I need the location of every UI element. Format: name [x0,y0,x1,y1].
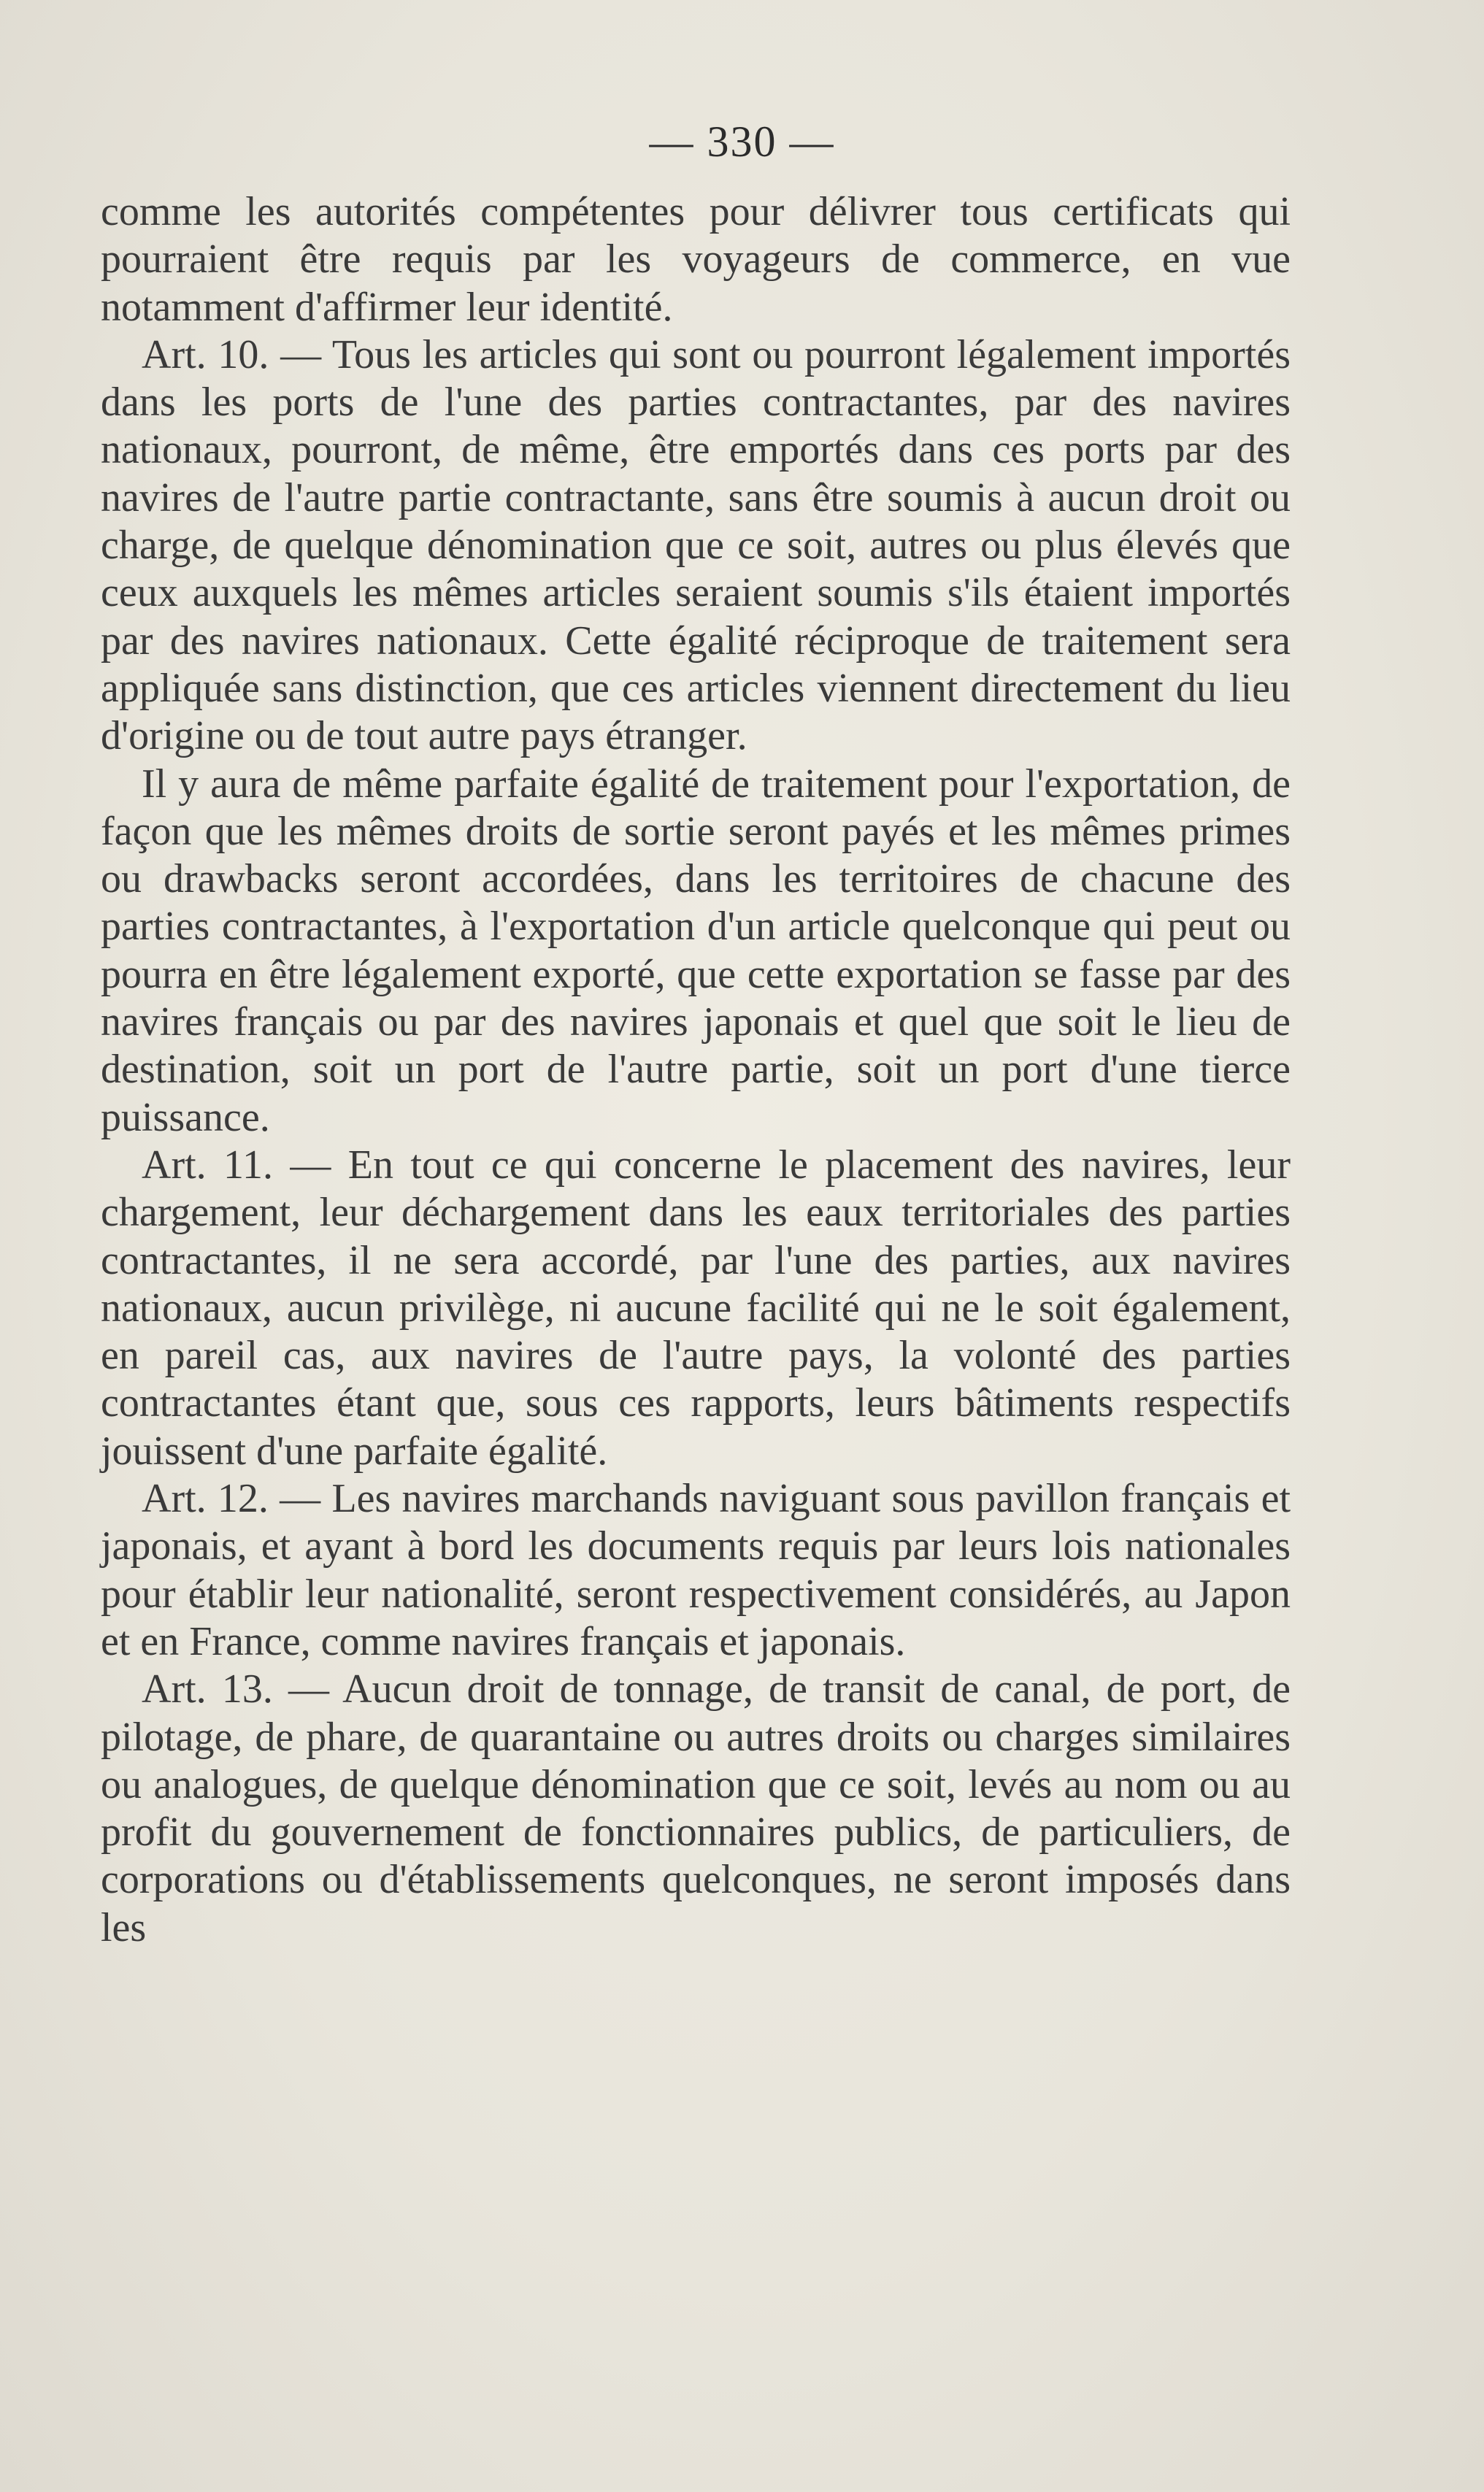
page-number: — 330 — [649,118,835,166]
body-text [101,188,1291,1952]
paragraph-article-13: Art. 13. — Aucun droit de tonnage, de transit de canal, de port, de pilotage, de phare, de quarantaine ou autres droits ou charges similaires ou analogues, de quelque dénomination que ce soit, levés au nom ou au profit du gouvernement de fonctionnaires publics, de particuliers, de corporations ou d'établissements quelconques, ne seront imposés dans les [101,1666,1291,1950]
paragraph-article-10: Art. 10. — Tous les articles qui sont ou pourront légalement importés dans les ports de l'une des parties contractantes, par des navires nationaux, pourront, de même, être emportés dans ces ports par des navires de l'autre partie contractante, sans être soumis à aucun droit ou charge, de quelque dénomination que ce soit, autres ou plus élevés que ceux auxquels les mêmes articles seraient soumis s'ils étaient importés par des navires nationaux. Cette égalité réciproque de traitement sera appliquée sans distinction, que ces articles viennent directement du lieu d'origine ou de tout autre pays étranger. [101,331,1291,759]
paragraph-continuation: comme les autorités compétentes pour délivrer tous certificats qui pourraient être requis par les voyageurs de commerce, en vue notamment d'affirmer leur identité. [101,189,1291,330]
paragraph-article-11: Art. 11. — En tout ce qui concerne le placement des navires, leur chargement, leur déchargement dans les eaux territoriales des parties contractantes, il ne sera accordé, par l'une des parties, aux navires nationaux, aucun privilège, ni aucune facilité qui ne le soit également, en pareil cas, aux navires de l'autre pays, la volonté des parties contractantes étant que, sous ces rapports, leurs bâtiments respectifs jouissent d'une parfaite égalité. [101,1142,1291,1474]
paragraph-exportation: Il y aura de même parfaite égalité de traitement pour l'exportation, de façon que les mêmes droits de sortie seront payés et les mêmes primes ou drawbacks seront accordées, dans les territoires de chacune des parties contractantes, à l'exportation d'un article quelconque qui peut ou pourra en être légalement exporté, que cette exportation se fasse par des navires français ou par des navires japonais et quel que soit le lieu de destination, soit un port de l'autre partie, soit un port d'une tierce puissance. [101,761,1291,1140]
paragraph-article-12: Art. 12. — Les navires marchands naviguant sous pavillon français et japonais, et ayant à bord les documents requis par leurs lois nationales pour établir leur nationalité, seront respectivement considérés, au Japon et en France, comme navires français et japonais. [101,1476,1291,1664]
